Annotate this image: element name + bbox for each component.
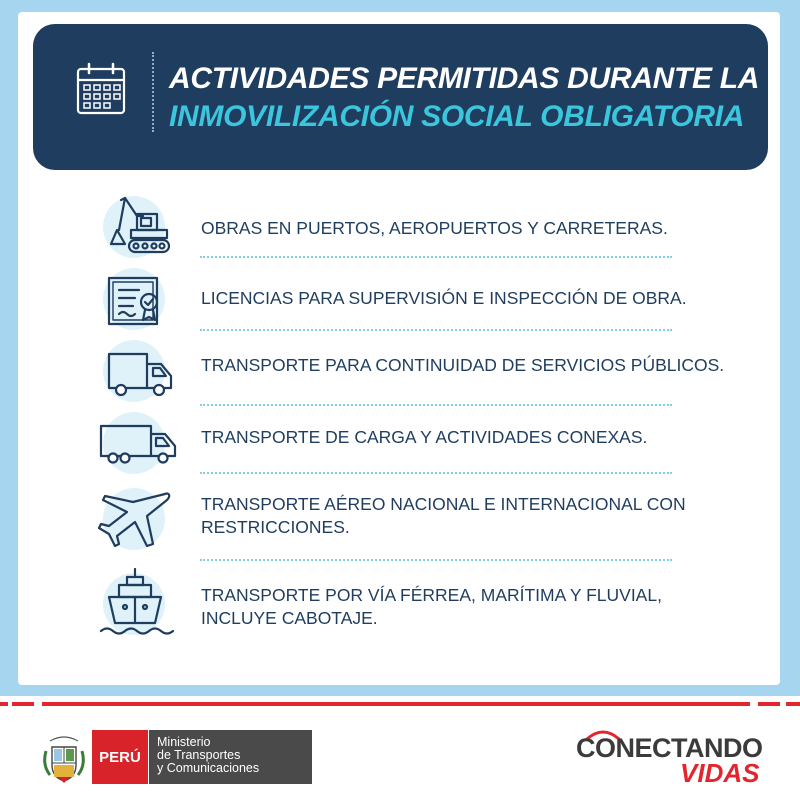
- activity-label: TRANSPORTE POR VÍA FÉRREA, MARÍTIMA Y FLUVIAL,: [201, 585, 662, 605]
- excavator-icon: [95, 192, 175, 260]
- activity-label: RESTRICCIONES.: [201, 517, 350, 537]
- header-divider: [152, 52, 154, 132]
- activity-item-public-services: [95, 340, 745, 402]
- separator: [200, 472, 672, 474]
- brand-conectando: CONECTANDO: [576, 733, 763, 763]
- activity-label: LICENCIAS PARA SUPERVISIÓN E INSPECCIÓN DE OBRA.: [201, 288, 687, 308]
- separator: [200, 404, 672, 406]
- brand-vidas: VIDAS: [680, 758, 760, 788]
- activity-label: OBRAS EN PUERTOS, AEROPUERTOS Y CARRETERAS.: [201, 218, 668, 238]
- activity-item-construction: [95, 190, 745, 262]
- coat-of-arms-icon: [40, 733, 88, 785]
- activity-label: TRANSPORTE AÉREO NACIONAL E INTERNACIONAL CON: [201, 494, 686, 514]
- dashed-divider: [0, 702, 800, 707]
- ministry-logo: [149, 730, 312, 784]
- activity-item-rail-sea-river: [95, 565, 745, 641]
- activity-item-licenses: [95, 268, 745, 332]
- separator: [200, 559, 672, 561]
- peru-logo: PERÚ: [92, 730, 148, 784]
- activity-label: TRANSPORTE DE CARGA Y ACTIVIDADES CONEXAS.: [201, 427, 648, 447]
- separator: [200, 329, 672, 331]
- ministry-line-3: y Comunicaciones: [157, 761, 260, 775]
- truck-icon: [95, 416, 177, 474]
- activity-item-cargo: [95, 410, 745, 474]
- activity-label: TRANSPORTE PARA CONTINUIDAD DE SERVICIOS PÚBLICOS.: [201, 355, 725, 375]
- van-icon: [95, 346, 175, 402]
- activity-item-air: [95, 482, 745, 554]
- separator: [200, 256, 672, 258]
- title-line-2: INMOVILIZACIÓN SOCIAL OBLIGATORIA: [169, 100, 745, 133]
- title-line-1: ACTIVIDADES PERMITIDAS DURANTE LA: [169, 62, 760, 95]
- certificate-icon: [95, 272, 175, 334]
- activity-label: INCLUYE CABOTAJE.: [201, 608, 378, 628]
- airplane-icon: [95, 486, 175, 550]
- header-banner: [33, 24, 768, 170]
- calendar-icon: [75, 61, 127, 117]
- ministry-line-2: de Transportes: [157, 748, 241, 762]
- ship-icon: [95, 567, 175, 641]
- ministry-line-1: Ministerio: [157, 735, 211, 749]
